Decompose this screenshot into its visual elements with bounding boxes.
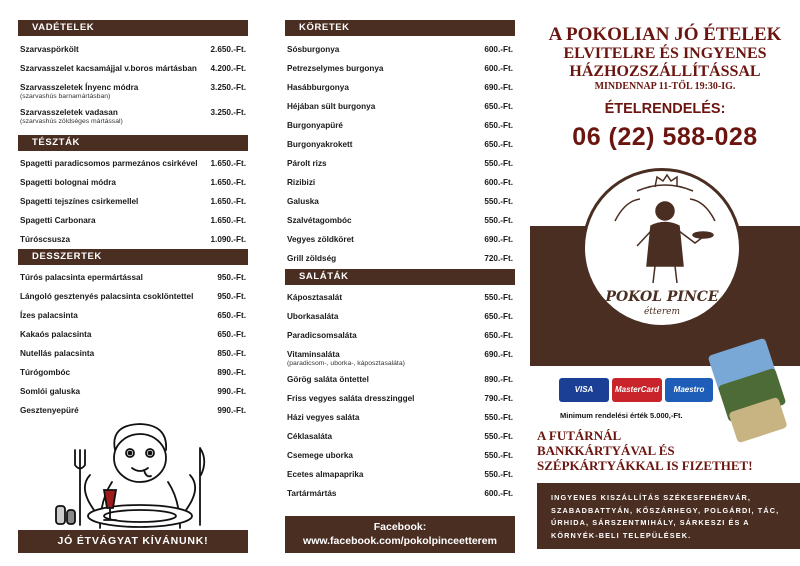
list-item: Gesztenyepüré 990.-Ft. <box>20 406 246 415</box>
list-item: Görög saláta öntettel 890.-Ft. <box>287 375 513 384</box>
footer-banner: JÓ ÉTVÁGYAT KÍVÁNUNK! <box>18 530 248 553</box>
list-item: Friss vegyes saláta dresszinggel 790.-Ft. <box>287 394 513 403</box>
headline: A POKOLIAN JÓ ÉTELEK <box>548 24 782 45</box>
maestro-card-icon: Maestro <box>665 378 713 402</box>
list-item: Somlói galuska 990.-Ft. <box>20 387 246 396</box>
headline-3: HÁZHOZSZÁLLÍTÁSSAL <box>569 63 761 80</box>
list-vadetelek <box>18 44 248 132</box>
info-column <box>530 0 800 152</box>
title-block <box>530 24 800 152</box>
list-item: Grill zöldség 720.-Ft. <box>287 254 513 263</box>
chef-illustration <box>20 420 250 530</box>
menu-column-1 <box>18 0 248 424</box>
list-item: Spagetti bolognai módra 1.650.-Ft. <box>20 178 246 187</box>
list-item: Héjában sült burgonya 650.-Ft. <box>287 102 513 111</box>
section-heading-tesztak: TÉSZTÁK <box>18 135 248 151</box>
list-item: Spagetti Carbonara 1.650.-Ft. <box>20 216 246 225</box>
list-item: Sósburgonya 600.-Ft. <box>287 45 513 54</box>
list-item: Petrezselymes burgonya 600.-Ft. <box>287 64 513 73</box>
list-item: Spagetti paradicsomos parmezános csirkével 1.650.-Ft. <box>20 159 246 168</box>
list-item: Csemege uborka 550.-Ft. <box>287 451 513 460</box>
list-item: Túrógombóc 890.-Ft. <box>20 368 246 377</box>
list-item: Uborkasaláta 650.-Ft. <box>287 312 513 321</box>
list-item: Párolt rizs 550.-Ft. <box>287 159 513 168</box>
list-item: Túróscsusza 1.090.-Ft. <box>20 235 246 244</box>
list-item: Szarvaspörkölt 2.650.-Ft. <box>20 45 246 54</box>
facebook-banner <box>285 516 515 553</box>
list-item: Vegyes zöldköret 690.-Ft. <box>287 235 513 244</box>
mastercard-icon: MasterCard <box>612 378 662 402</box>
minimum-order-note: Minimum rendelési érték 5.000,-Ft. <box>560 411 683 420</box>
list-item: Paradicsomsaláta 650.-Ft. <box>287 331 513 340</box>
list-item: Szarvasszeletek Ínyenc módra (szarvashús barnamártásban) 3.250.-Ft. <box>20 83 246 100</box>
restaurant-logo <box>582 168 742 328</box>
list-koretek <box>285 44 515 269</box>
list-salatak <box>285 292 515 507</box>
list-desszertek <box>18 272 248 424</box>
list-tesztak <box>18 158 248 249</box>
facebook-label: Facebook: <box>373 521 427 533</box>
logo-name: POKOL PINCE <box>605 289 719 305</box>
payment-note: A FUTÁRNÁL BANKKÁRTYÁVAL ÉS SZÉPKÁRTYÁKKAL IS FIZETHET! <box>537 428 753 473</box>
list-item: Szarvasszelet kacsamájjal v.boros mártásban 4.200.-Ft. <box>20 64 246 73</box>
list-item: Spagetti tejszínes csirkemellel 1.650.-Ft. <box>20 197 246 206</box>
order-label: ÉTELRENDELÉS: <box>604 101 726 117</box>
headline-2: ELVITELRE ÉS INGYENES <box>563 45 767 62</box>
list-item: Szarvasszeletek vadasan (szarvashús zöldséges mártással) 3.250.-Ft. <box>20 108 246 125</box>
list-item: Túrós palacsinta epermártással 950.-Ft. <box>20 273 246 282</box>
list-item: Tartármártás 600.-Ft. <box>287 489 513 498</box>
section-heading-desszertek: DESSZERTEK <box>18 249 248 265</box>
menu-column-2 <box>285 0 515 507</box>
section-heading-salatak: SALÁTÁK <box>285 269 515 285</box>
opening-hours: MINDENNAP 11-TŐL 19:30-IG. <box>594 81 736 92</box>
logo-subtitle: étterem <box>643 307 681 317</box>
list-item: Rizibizi 600.-Ft. <box>287 178 513 187</box>
visa-card-icon: VISA <box>559 378 609 402</box>
list-item: Burgonyapüré 650.-Ft. <box>287 121 513 130</box>
delivery-area-box: INGYENES KISZÁLLÍTÁS SZÉKESFEHÉRVÁR, SZABADBATTYÁN, KŐSZÁRHEGY, POLGÁRDI, TÁC, ÚRHIDA, SÁRSZENTMIHÁLY, SÁRKESZI ÉS A KÖRNYÉK-BELI TELEPÜLÉSEK. <box>537 483 800 549</box>
section-heading-koretek: KÖRETEK <box>285 20 515 36</box>
section-heading-vadetelek: VADÉTELEK <box>18 20 248 36</box>
list-item: Nutellás palacsinta 850.-Ft. <box>20 349 246 358</box>
list-item: Szalvétagombóc 550.-Ft. <box>287 216 513 225</box>
list-item: Vitaminsaláta (paradicsom-, uborka-, káposztasaláta) 690.-Ft. <box>287 350 513 367</box>
list-item: Ecetes almapaprika 550.-Ft. <box>287 470 513 479</box>
list-item: Lángoló gesztenyés palacsinta csoklöntettel 950.-Ft. <box>20 292 246 301</box>
list-item: Káposztasalát 550.-Ft. <box>287 293 513 302</box>
list-item: Ízes palacsinta 650.-Ft. <box>20 311 246 320</box>
phone-number: 06 (22) 588-028 <box>572 123 758 151</box>
list-item: Hasábburgonya 690.-Ft. <box>287 83 513 92</box>
list-item: Házi vegyes saláta 550.-Ft. <box>287 413 513 422</box>
list-item: Burgonyakrokett 650.-Ft. <box>287 140 513 149</box>
list-item: Céklasaláta 550.-Ft. <box>287 432 513 441</box>
facebook-url: www.facebook.com/pokolpinceetterem <box>303 535 497 547</box>
list-item: Kakaós palacsinta 650.-Ft. <box>20 330 246 339</box>
list-item: Galuska 550.-Ft. <box>287 197 513 206</box>
